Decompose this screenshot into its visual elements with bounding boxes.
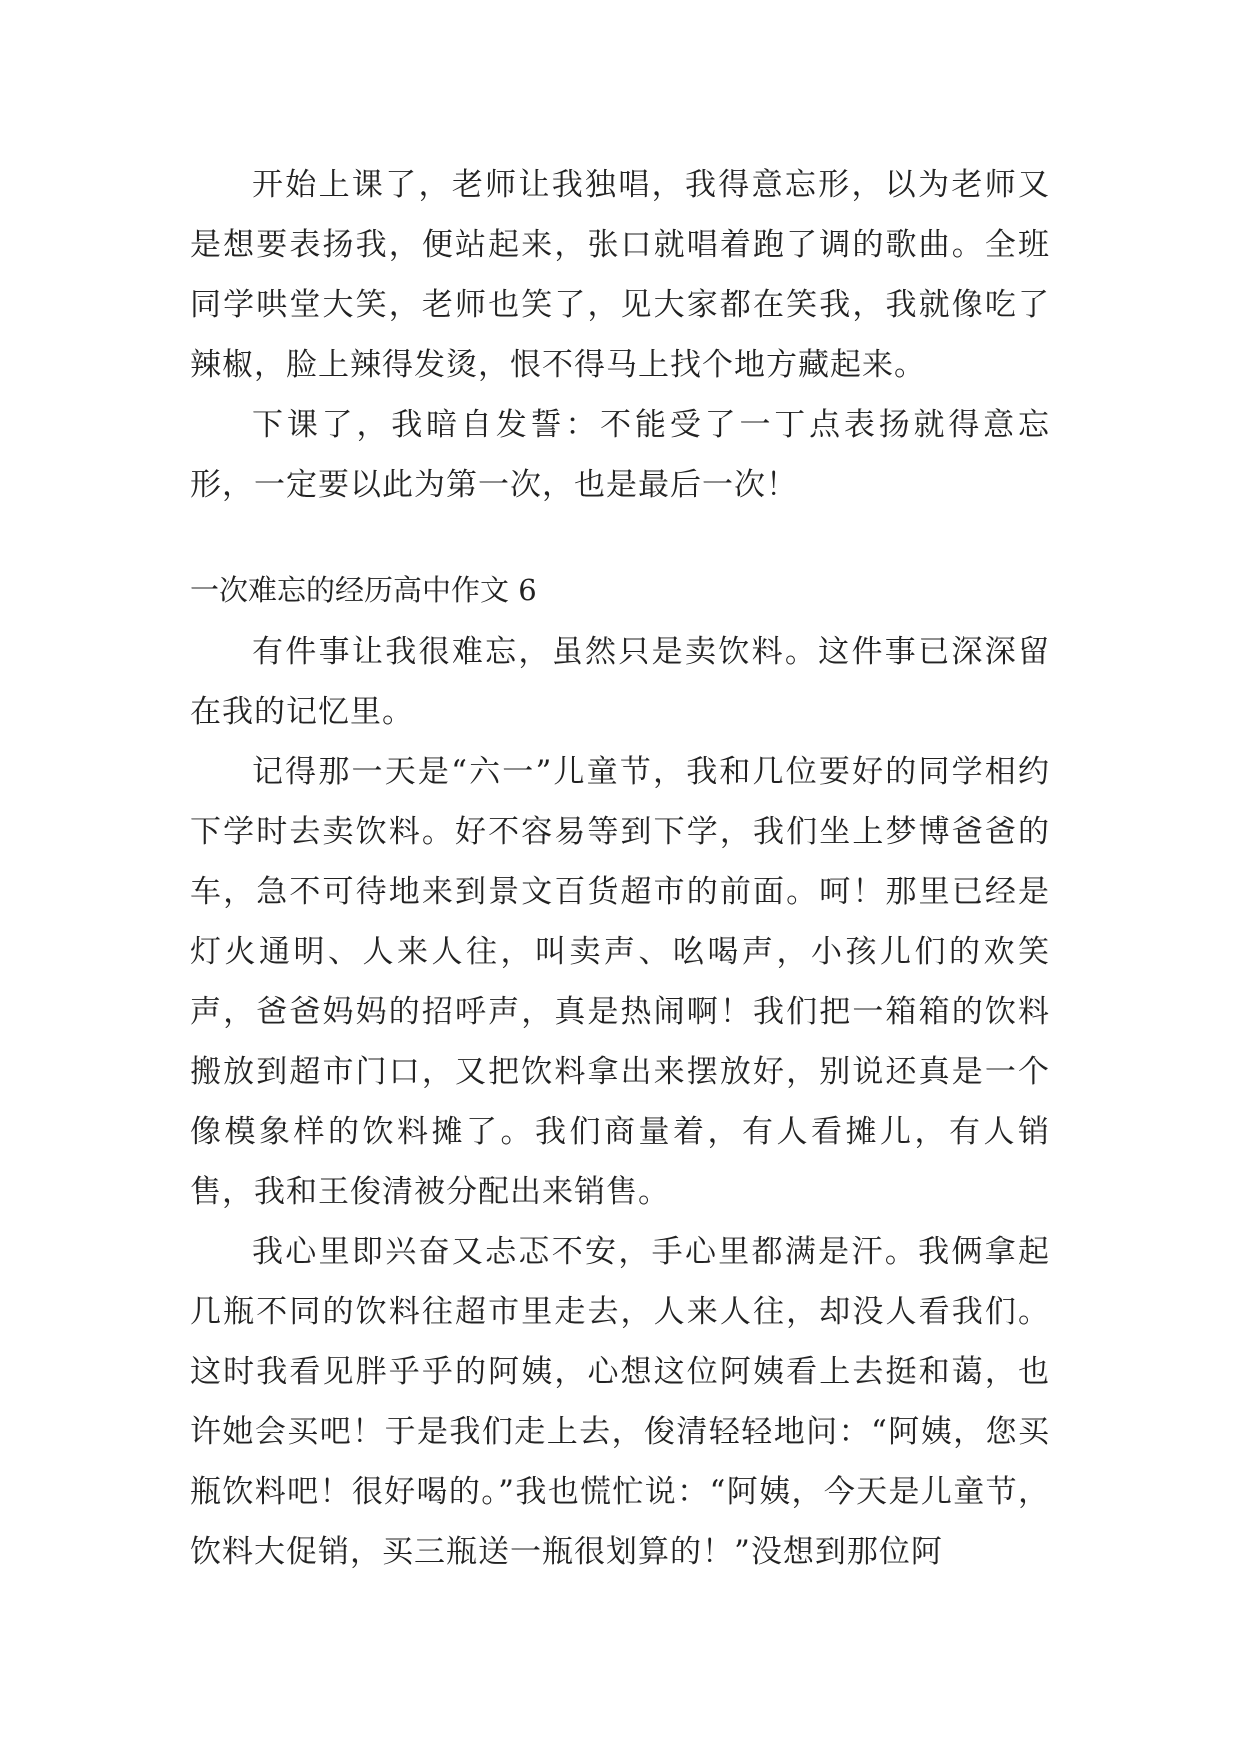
essay-body	[190, 622, 1050, 1582]
paragraph: 下课了，我暗自发誓：不能受了一丁点表扬就得意忘形，一定要以此为第一次，也是最后一次！	[190, 407, 1050, 503]
paragraph: 有件事让我很难忘，虽然只是卖饮料。这件事已深深留在我的记忆里。	[190, 634, 1050, 730]
previous-essay-ending	[190, 155, 1050, 515]
paragraph: 开始上课了，老师让我独唱，我得意忘形，以为老师又是想要表扬我，便站起来，张口就唱着跑了调的歌曲。全班同学哄堂大笑，老师也笑了，见大家都在笑我，我就像吃了辣椒，脸上辣得发烫，恨不得马上找个地方藏起来。	[190, 167, 1050, 383]
paragraph: 记得那一天是“六一”儿童节，我和几位要好的同学相约下学时去卖饮料。好不容易等到下学，我们坐上梦博爸爸的车，急不可待地来到景文百货超市的前面。呵！那里已经是灯火通明、人来人往，叫卖声、吆喝声，小孩儿们的欢笑声，爸爸妈妈的招呼声，真是热闹啊！我们把一箱箱的饮料搬放到超市门口，又把饮料拿出来摆放好，别说还真是一个像模象样的饮料摊了。我们商量着，有人看摊儿，有人销售，我和王俊清被分配出来销售。	[190, 754, 1050, 1210]
paragraph: 我心里即兴奋又忐忑不安，手心里都满是汗。我俩拿起几瓶不同的饮料往超市里走去，人来人往，却没人看我们。这时我看见胖乎乎的阿姨，心想这位阿姨看上去挺和蔼，也许她会买吧！于是我们走上去，俊清轻轻地问：“阿姨，您买瓶饮料吧！很好喝的。”我也慌忙说：“阿姨，今天是儿童节，饮料大促销，买三瓶送一瓶很划算的！”没想到那位阿	[190, 1234, 1050, 1570]
essay-title: 一次难忘的经历高中作文 6	[190, 573, 537, 607]
